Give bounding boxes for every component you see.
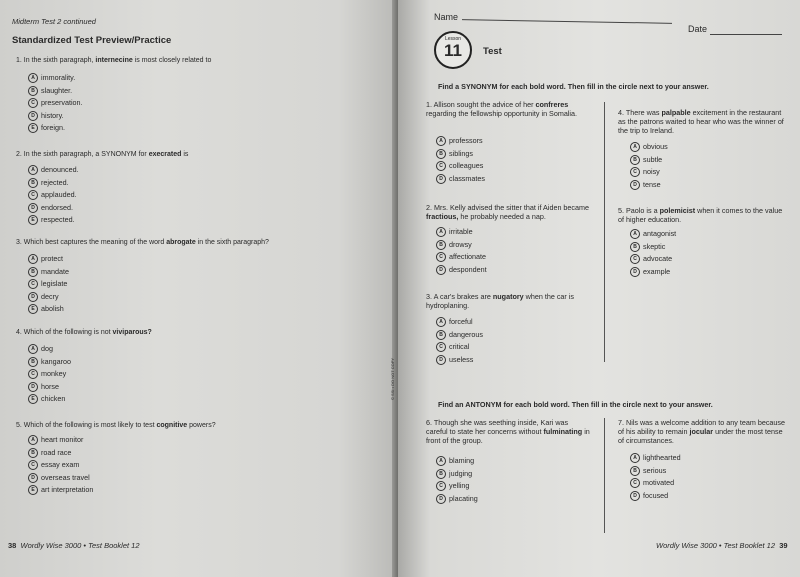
left-page <box>0 0 398 577</box>
antonym-instruction: Find an ANTONYM for each bold word. Then fill in the circle next to your answer. <box>438 400 713 409</box>
footer-text: Wordly Wise 3000 • Test Booklet 12 <box>20 541 140 550</box>
question-5: 5. Which of the following is most likely to test cognitive powers? <box>16 422 216 429</box>
question-3-options <box>436 317 483 367</box>
option[interactable]: B serious <box>630 466 681 479</box>
question-4-options <box>630 142 668 192</box>
option[interactable]: A forceful <box>436 317 483 330</box>
option[interactable]: C applauded. <box>28 190 79 203</box>
option[interactable]: D endorsed. <box>28 203 79 216</box>
question-2: 2. Mrs. Kelly advised the sitter that if Aiden became fractious, he probably needed a nap. <box>426 203 590 221</box>
option[interactable]: A immorality. <box>28 73 83 86</box>
option[interactable]: B kangaroo <box>28 357 71 370</box>
question-1: 1. Allison sought the advice of her confreres regarding the fellowship opportunity in Somalia. <box>426 100 578 118</box>
option[interactable]: A denounced. <box>28 165 79 178</box>
option[interactable]: B road race <box>28 448 93 461</box>
option[interactable]: C motivated <box>630 478 681 491</box>
date-line[interactable] <box>710 34 782 35</box>
option[interactable]: B subtle <box>630 155 668 168</box>
question-5: 5. Paolo is a polemicist when it comes to the value of higher education. <box>618 206 783 224</box>
page-number: 39 <box>779 541 788 550</box>
right-page <box>390 0 800 577</box>
question-3-options <box>28 254 69 317</box>
option[interactable]: D history. <box>28 111 83 124</box>
option[interactable]: A lighthearted <box>630 453 681 466</box>
option[interactable]: D tense <box>630 180 668 193</box>
option[interactable]: C affectionate <box>436 252 487 265</box>
question-7-options <box>630 453 681 503</box>
option[interactable]: D placating <box>436 494 478 507</box>
option[interactable]: A heart monitor <box>28 435 93 448</box>
option[interactable]: C preservation. <box>28 98 83 111</box>
option[interactable]: D useless <box>436 355 483 368</box>
continued-header: Midterm Test 2 continued <box>12 17 96 26</box>
option[interactable]: B skeptic <box>630 242 676 255</box>
option[interactable]: A blaming <box>436 456 478 469</box>
option[interactable]: E foreign. <box>28 123 83 136</box>
option[interactable]: B siblings <box>436 149 485 162</box>
date-label: Date <box>688 24 708 34</box>
question-6: 6. Though she was seething inside, Kari was careful to state her concerns without fulminating in front of the group. <box>426 418 590 445</box>
option[interactable]: D despondent <box>436 265 487 278</box>
right-footer <box>656 541 788 550</box>
question-2-options <box>436 227 487 277</box>
option[interactable]: A antagonist <box>630 229 676 242</box>
option[interactable]: A obvious <box>630 142 668 155</box>
option[interactable]: C advocate <box>630 254 676 267</box>
option[interactable]: C critical <box>436 342 483 355</box>
option[interactable]: D example <box>630 267 676 280</box>
lesson-number: 11 <box>444 41 462 60</box>
option[interactable]: E chicken <box>28 394 71 407</box>
question-5-options <box>630 229 676 279</box>
column-divider <box>604 102 605 362</box>
question-1-options <box>436 136 485 186</box>
option[interactable]: D focused <box>630 491 681 504</box>
lesson-label: Lesson <box>444 36 462 42</box>
question-6-options <box>436 456 478 506</box>
question-4: 4. Which of the following is not viviparous? <box>16 329 152 336</box>
question-1-options <box>28 73 83 136</box>
question-5-options <box>28 435 93 498</box>
option[interactable]: E abolish <box>28 304 69 317</box>
option[interactable]: C legislate <box>28 279 69 292</box>
question-1: 1. In the sixth paragraph, internecine is most closely related to <box>16 57 212 64</box>
option[interactable]: B slaughter. <box>28 86 83 99</box>
option[interactable]: D horse <box>28 382 71 395</box>
column-divider-2 <box>604 418 605 533</box>
option[interactable]: E respected. <box>28 215 79 228</box>
question-3: 3. A car's brakes are nugatory when the car is hydroplaning. <box>426 292 574 310</box>
question-2-options <box>28 165 79 228</box>
option[interactable]: B drowsy <box>436 240 487 253</box>
option[interactable]: C monkey <box>28 369 71 382</box>
section-title: Standardized Test Preview/Practice <box>12 35 172 46</box>
option[interactable]: D decry <box>28 292 69 305</box>
name-label: Name <box>434 12 459 22</box>
option[interactable]: C essay exam <box>28 460 93 473</box>
left-footer <box>8 541 140 550</box>
option[interactable]: B dangerous <box>436 330 483 343</box>
option[interactable]: A protect <box>28 254 69 267</box>
option[interactable]: A professors <box>436 136 485 149</box>
option[interactable]: A dog <box>28 344 71 357</box>
copyright-spine: © SSI • DO NOT COPY <box>390 357 395 400</box>
name-line[interactable] <box>462 19 672 24</box>
option[interactable]: B judging <box>436 469 478 482</box>
synonym-instruction: Find a SYNONYM for each bold word. Then fill in the circle next to your answer. <box>438 82 709 91</box>
option[interactable]: A irritable <box>436 227 487 240</box>
lesson-badge <box>434 31 472 69</box>
question-7: 7. Nils was a welcome addition to any team because of his ability to remain jocular under the most tense of circumstances. <box>618 418 786 445</box>
option[interactable]: C noisy <box>630 167 668 180</box>
question-2: 2. In the sixth paragraph, a SYNONYM for execrated is <box>16 151 189 158</box>
test-title: Test <box>483 46 502 57</box>
page-number: 38 <box>8 541 17 550</box>
option[interactable]: E art interpretation <box>28 485 93 498</box>
question-4: 4. There was palpable excitement in the restaurant as the patrons waited to hear who was the winner of the trip to Ireland. <box>618 108 784 135</box>
question-4-options <box>28 344 71 407</box>
option[interactable]: B rejected. <box>28 178 79 191</box>
option[interactable]: D classmates <box>436 174 485 187</box>
footer-text: Wordly Wise 3000 • Test Booklet 12 <box>656 541 776 550</box>
option[interactable]: C colleagues <box>436 161 485 174</box>
option[interactable]: B mandate <box>28 267 69 280</box>
question-3: 3. Which best captures the meaning of the word abrogate in the sixth paragraph? <box>16 239 269 246</box>
option[interactable]: D overseas travel <box>28 473 93 486</box>
option[interactable]: C yelling <box>436 481 478 494</box>
